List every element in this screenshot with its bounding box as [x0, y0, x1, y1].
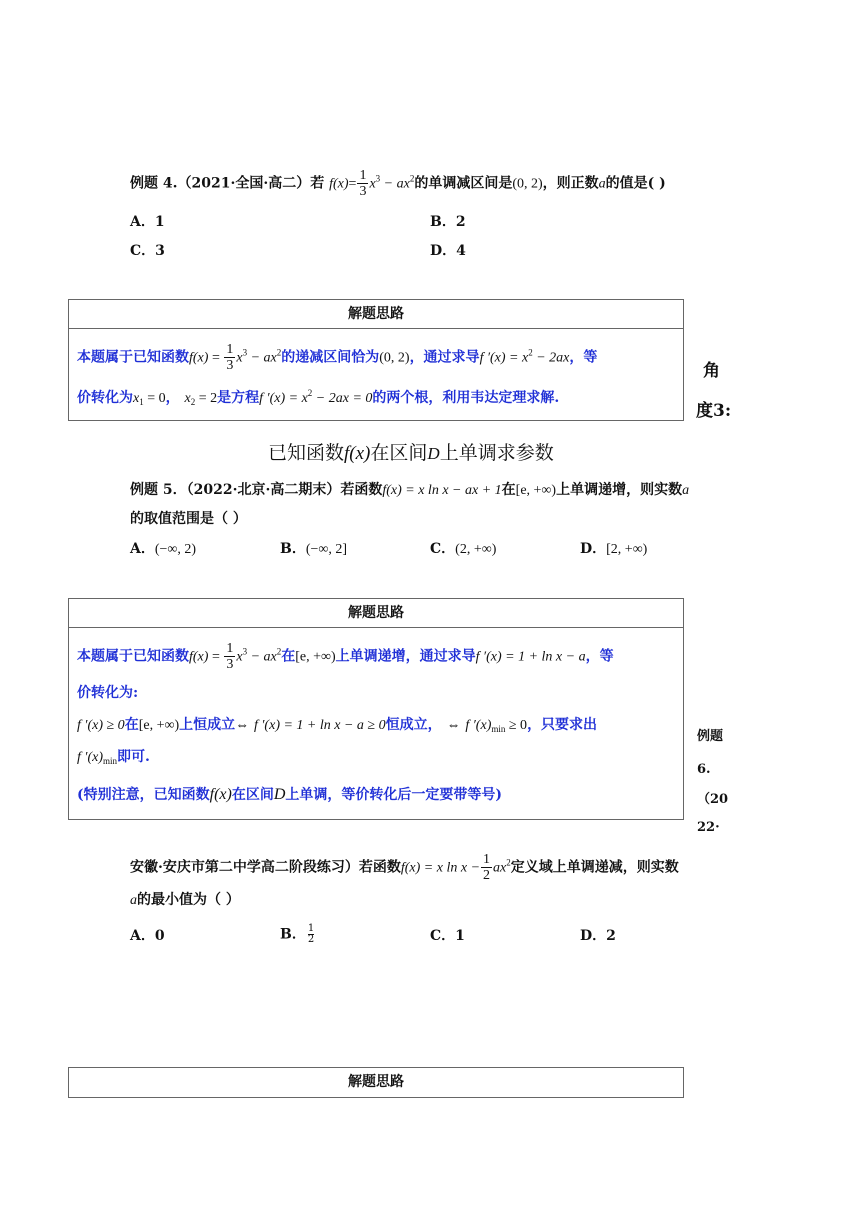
example-6-question: 安徽·安庆市第二中学高二阶段练习）若函数f(x) = x ln x − $\frac{1}{2}$ $ax^2$定义域上单调递减，则实数	[130, 852, 679, 883]
option-b: B． $\frac{1}{2}$	[280, 923, 315, 945]
side-label-example-6-c: （20	[697, 792, 729, 807]
option-d: D．2	[580, 928, 616, 944]
option-b: B．(−∞, 2]	[280, 541, 348, 557]
side-label-angle-3-b: 度3:	[696, 401, 732, 421]
solution-note: (特别注意，已知函数f(x)在区间D上单调，等价转化后一定要带等号)	[77, 786, 503, 803]
solution-line-2: 价转化为:	[77, 685, 139, 701]
fraction-one-third: $\frac{1}{3}$	[226, 342, 234, 373]
option-d: D．4	[430, 243, 466, 259]
option-c: C．(2, +∞)	[430, 541, 497, 557]
solution-line-4: f $'(x)_{min}$即可.	[77, 749, 150, 766]
side-label-example-6-b: 6.	[697, 762, 711, 777]
example-6-line-2: a的最小值为（ ）	[130, 892, 240, 908]
section-title: 已知函数f(x)在区间D上单调求参数	[268, 442, 554, 464]
option-c: C．1	[430, 928, 465, 944]
side-label-example-6-a: 例题	[697, 729, 724, 744]
solution-box-header: 解题思路	[348, 1074, 404, 1090]
option-a: A．1	[130, 214, 165, 230]
solution-line-2: 价转化为$x_1 = 0$， $x_2 = 2$是方程f $'(x) = x^2 - 2ax = 0$的两个根，利用韦达定理求解.	[77, 388, 560, 407]
solution-box-1	[68, 299, 684, 421]
solution-line-1: 本题属于已知函数f(x) = $\frac{1}{3}$ $x^3 - ax^2$在[e, +∞)上单调递增，通过求导f ′(x) = 1 + ln x − a，等	[77, 641, 614, 672]
example-5-label: 例题 5	[130, 482, 173, 498]
example-5-line-2: 的取值范围是（ ）	[130, 511, 247, 527]
fraction-one-half: $\frac{1}{2}$	[307, 923, 315, 945]
option-a: A．(−∞, 2)	[130, 541, 197, 557]
option-c: C．3	[130, 243, 165, 259]
solution-line-1: 本题属于已知函数f(x) = $\frac{1}{3}$ $x^3 - ax^2$的递减区间恰为(0, 2)，通过求导f $'(x) = x^2 - 2ax$，等	[77, 342, 598, 373]
option-b: B．2	[430, 214, 466, 230]
fraction-one-third: $\frac{1}{3}$	[226, 641, 234, 672]
example-5-question: 例题 5．（2022·北京·高二期末）若函数f(x) = x ln x − ax + 1在[e, +∞)上单调递增，则实数a	[130, 482, 690, 498]
fraction-one-half: $\frac{1}{2}$	[483, 852, 491, 883]
fraction-one-third: $\frac{1}{3}$	[359, 168, 367, 199]
solution-box-3	[68, 1067, 684, 1098]
side-label-angle-3-a: 角	[703, 361, 720, 381]
side-label-example-6-d: 22·	[697, 820, 720, 835]
solution-line-3: f ′(x) ≥ 0在[e, +∞)上恒成立⇔ f ′(x) = 1 + ln x − a ≥ 0恒成立， ⇔ f $'(x)_{min} \ge 0$，只要求出	[77, 717, 598, 734]
solution-box-header: 解题思路	[69, 599, 683, 628]
solution-box-header: 解题思路	[69, 300, 683, 329]
solution-box-2	[68, 598, 684, 820]
example-4-question: 例题 4.（2021·全国·高二）若 f(x)= $\frac{1}{3}$ $x^3 - ax^2$的单调减区间是(0, 2)，则正数a的值是( )	[130, 168, 666, 199]
option-a: A．0	[130, 928, 165, 944]
option-d: D．[2, +∞)	[580, 541, 648, 557]
example-4-label: 例题 4	[130, 175, 173, 192]
